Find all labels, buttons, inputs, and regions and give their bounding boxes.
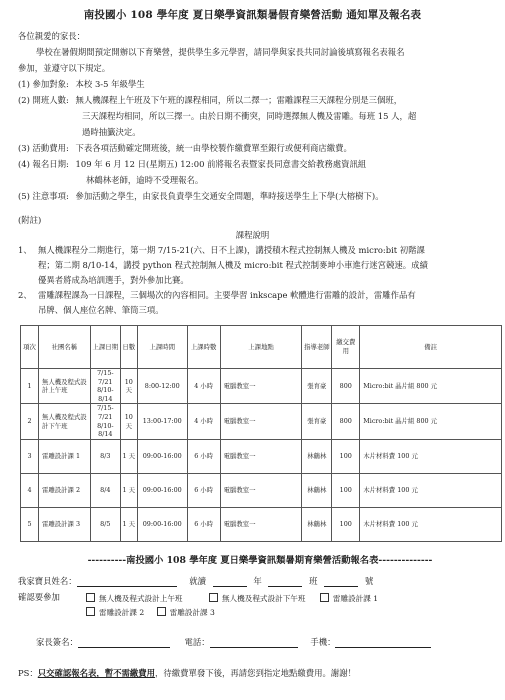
course-item-line: 優異者將成為培訓選手，對外參加比賽。 [38, 275, 189, 285]
header-cell: 繳交費用 [332, 326, 360, 369]
rule-text: 本校 3-5 年級學生 [75, 79, 145, 89]
rule-continuation: 林鶴林老師，逾時不受理報名。 [86, 175, 204, 185]
class-hours: 6 小時 [187, 439, 220, 473]
option-item[interactable] [86, 594, 183, 603]
rule-number: (5) [18, 191, 30, 201]
table-header-row [21, 326, 502, 369]
option-item[interactable] [209, 594, 306, 603]
greeting: 各位親愛的家長： [18, 31, 85, 41]
student-info-row [18, 576, 373, 587]
class-location: 電腦教室一 [220, 473, 302, 507]
fee: 100 [332, 439, 360, 473]
class-date: 7/15-7/21 8/10-8/14 [90, 404, 120, 439]
table-row [21, 439, 502, 473]
class-date: 8/4 [90, 473, 120, 507]
phone-field[interactable] [210, 638, 298, 648]
class-location: 電腦教室一 [220, 439, 302, 473]
header-cell: 上課地點 [220, 326, 302, 369]
form-title: ----------南投國小 108 學年度 夏日樂學資訊類暑期育樂營活動報名表-------------- [87, 555, 433, 566]
option-item[interactable] [86, 608, 144, 617]
class-location: 電腦教室一 [220, 404, 302, 439]
rule-label: 注意事項: [32, 191, 69, 201]
club-name: 無人機及程式設計下午班 [38, 404, 90, 439]
checkbox[interactable] [86, 607, 95, 616]
number-label: 號 [364, 576, 374, 586]
header-cell: 社團名稱 [38, 326, 90, 369]
rule-item [18, 79, 145, 90]
rule-item [18, 191, 384, 202]
header-cell: 指導老師 [302, 326, 332, 369]
remark: Micro:bit 晶片組 800 元 [360, 404, 502, 439]
row-number: 2 [21, 404, 39, 439]
row-number: 4 [21, 473, 39, 507]
day-count: 10天 [120, 369, 137, 404]
header-cell: 上課日期 [90, 326, 120, 369]
day-count: 1 天 [120, 473, 137, 507]
rule-continuation: 三天課程均相同，所以三擇一。由於日期不衝突，同時選擇無人機及雷雕。每班 15 人，超 [82, 111, 417, 121]
option-label: 雷雕設計課 2 [99, 608, 145, 617]
course-item-line: 無人機課程分二期進行，第一期 7/15-21(六、日不上課)，講授積木程式控制無人機及 micro:bit 初階課 [38, 245, 425, 255]
checkbox[interactable] [209, 593, 218, 602]
fee: 800 [332, 369, 360, 404]
option-label: 雷雕設計課 1 [332, 594, 379, 603]
rule-continuation: 過時抽籤決定。 [82, 127, 141, 137]
option-label: 無人機及程式設計上午班 [99, 594, 183, 603]
teacher: 林鶴林 [302, 439, 332, 473]
parent-sign-field[interactable] [78, 638, 170, 648]
table-row [21, 404, 502, 439]
signature-row [36, 637, 431, 648]
option-row [86, 593, 378, 604]
remark: 木片材料費 100 元 [360, 473, 502, 507]
class-hours: 6 小時 [187, 473, 220, 507]
year-label: 年 [253, 576, 262, 586]
confirm-label: 確認要參加 [18, 592, 60, 602]
remark: 木片材料費 100 元 [360, 439, 502, 473]
course-item-line: 程；第二期 8/10-14，講授 python 程式控制無人機及 micro:bit 程式控制麥坤小車進行迷宮競速。成績 [38, 260, 428, 270]
class-hours: 6 小時 [187, 507, 220, 541]
rule-text: 無人機課程上午班及下午班的課程相同，所以二擇一；雷雕課程三天課程分別是三個班， [75, 95, 403, 105]
ps-text: ，待繳費單發下後，再請您到指定地點繳費用。謝謝！ [155, 668, 356, 678]
header-cell: 項次 [21, 326, 39, 369]
parent-sign-label: 家長簽名： [36, 637, 78, 647]
seat-number-field[interactable] [324, 577, 358, 587]
rule-number: (2) [18, 95, 30, 105]
grade-field[interactable] [213, 577, 247, 587]
rule-label: 參加對象: [32, 79, 69, 89]
class-time: 13:00-17:00 [137, 404, 187, 439]
row-number: 5 [21, 507, 39, 541]
header-cell: 上課時數 [187, 326, 220, 369]
rule-label: 報名日期: [32, 159, 69, 169]
row-number: 1 [21, 369, 39, 404]
ps-note [18, 668, 356, 679]
fee: 800 [332, 404, 360, 439]
intro-line-2: 參加，並遵守以下規定。 [18, 63, 111, 73]
mobile-field[interactable] [335, 638, 431, 648]
schedule-table [20, 325, 502, 542]
table-row [21, 507, 502, 541]
checkbox[interactable] [320, 593, 329, 602]
day-count: 1 天 [120, 507, 137, 541]
rule-number: (1) [18, 79, 30, 89]
rule-text: 參加活動之學生，由家長負責學生交通安全問題，準時接送學生上下學(大榕樹下)。 [75, 191, 384, 201]
mobile-label: 手機： [310, 637, 336, 647]
name-field[interactable] [77, 577, 177, 587]
course-item-number: 1、 [18, 245, 32, 255]
option-label: 雷雕設計課 3 [169, 608, 215, 617]
class-time: 8:00-12:00 [137, 369, 187, 404]
option-label: 無人機及程式設計下午班 [221, 594, 306, 603]
day-count: 10天 [120, 404, 137, 439]
day-count: 1 天 [120, 439, 137, 473]
ps-prefix: PS： [18, 668, 38, 678]
option-row [86, 607, 215, 618]
rule-number: (3) [18, 143, 30, 153]
course-item-line: 吊牌、個人座位名牌、筆筒三項。 [38, 305, 164, 315]
teacher: 張育豪 [302, 404, 332, 439]
class-time: 09:00-16:00 [137, 473, 187, 507]
rule-item [18, 95, 402, 106]
row-number: 3 [21, 439, 39, 473]
table-row [21, 369, 502, 404]
page-title: 南投國小 108 學年度 夏日樂學資訊類暑假育樂營活動 通知單及報名表 [83, 9, 422, 21]
class-location: 電腦教室一 [220, 369, 302, 404]
club-name: 無人機及程式設計上午班 [38, 369, 90, 404]
note-label: (附註) [18, 215, 42, 225]
teacher: 林鶴林 [302, 507, 332, 541]
header-cell: 備註 [360, 326, 502, 369]
fee: 100 [332, 473, 360, 507]
class-location: 電腦教室一 [220, 507, 302, 541]
club-name: 雷雕設計課 1 [38, 439, 90, 473]
fee: 100 [332, 507, 360, 541]
rule-text: 109 年 6 月 12 日(星期五) 12:00 前將報名表暨家長同意書交給教務處資訊組 [75, 159, 367, 169]
teacher: 林鶴林 [302, 473, 332, 507]
course-heading: 課程說明 [235, 230, 270, 240]
class-field[interactable] [268, 577, 302, 587]
table-row [21, 473, 502, 507]
teacher: 張育豪 [302, 369, 332, 404]
class-hours: 4 小時 [187, 404, 220, 439]
phone-label: 電話： [184, 637, 210, 647]
course-item-line: 雷雕課程課為一日課程，三個場次的內容相同。主要學習 inkscape 軟體進行雷雕的設計，雷雕作品有 [38, 290, 416, 300]
option-item[interactable] [157, 608, 215, 617]
rule-number: (4) [18, 159, 30, 169]
remark: 木片材料費 100 元 [360, 507, 502, 541]
rule-label: 活動費用: [32, 143, 69, 153]
name-label: 我家寶貝姓名： [18, 576, 77, 586]
rule-item [18, 143, 352, 154]
header-cell: 日數 [120, 326, 137, 369]
remark: Micro:bit 晶片組 800 元 [360, 369, 502, 404]
option-item[interactable] [320, 594, 378, 603]
class-date: 7/15-7/21 8/10-8/14 [90, 369, 120, 404]
course-item-number: 2、 [18, 290, 32, 300]
class-hours: 4 小時 [187, 369, 220, 404]
class-time: 09:00-16:00 [137, 507, 187, 541]
class-date: 8/3 [90, 439, 120, 473]
header-cell: 上課時間 [137, 326, 187, 369]
class-time: 09:00-16:00 [137, 439, 187, 473]
club-name: 雷雕設計課 3 [38, 507, 90, 541]
intro-line-1: 學校在暑假期間預定開辦以下育樂營，提供學生多元學習，請同學與家長共同討論後填寫報名表報名 [36, 47, 405, 57]
checkbox[interactable] [86, 593, 95, 602]
club-name: 雷雕設計課 2 [38, 473, 90, 507]
checkbox[interactable] [157, 607, 166, 616]
school-label: 就讀 [189, 576, 207, 586]
rule-label: 開班人數: [32, 95, 69, 105]
ps-emphasis: 只交確認報名表，暫不需繳費用 [37, 668, 155, 678]
class-label: 班 [309, 576, 318, 586]
class-date: 8/5 [90, 507, 120, 541]
rule-item [18, 159, 366, 170]
rule-text: 下表各項活動確定開班後，統一由學校製作繳費單至銀行或便利商店繳費。 [75, 143, 352, 153]
